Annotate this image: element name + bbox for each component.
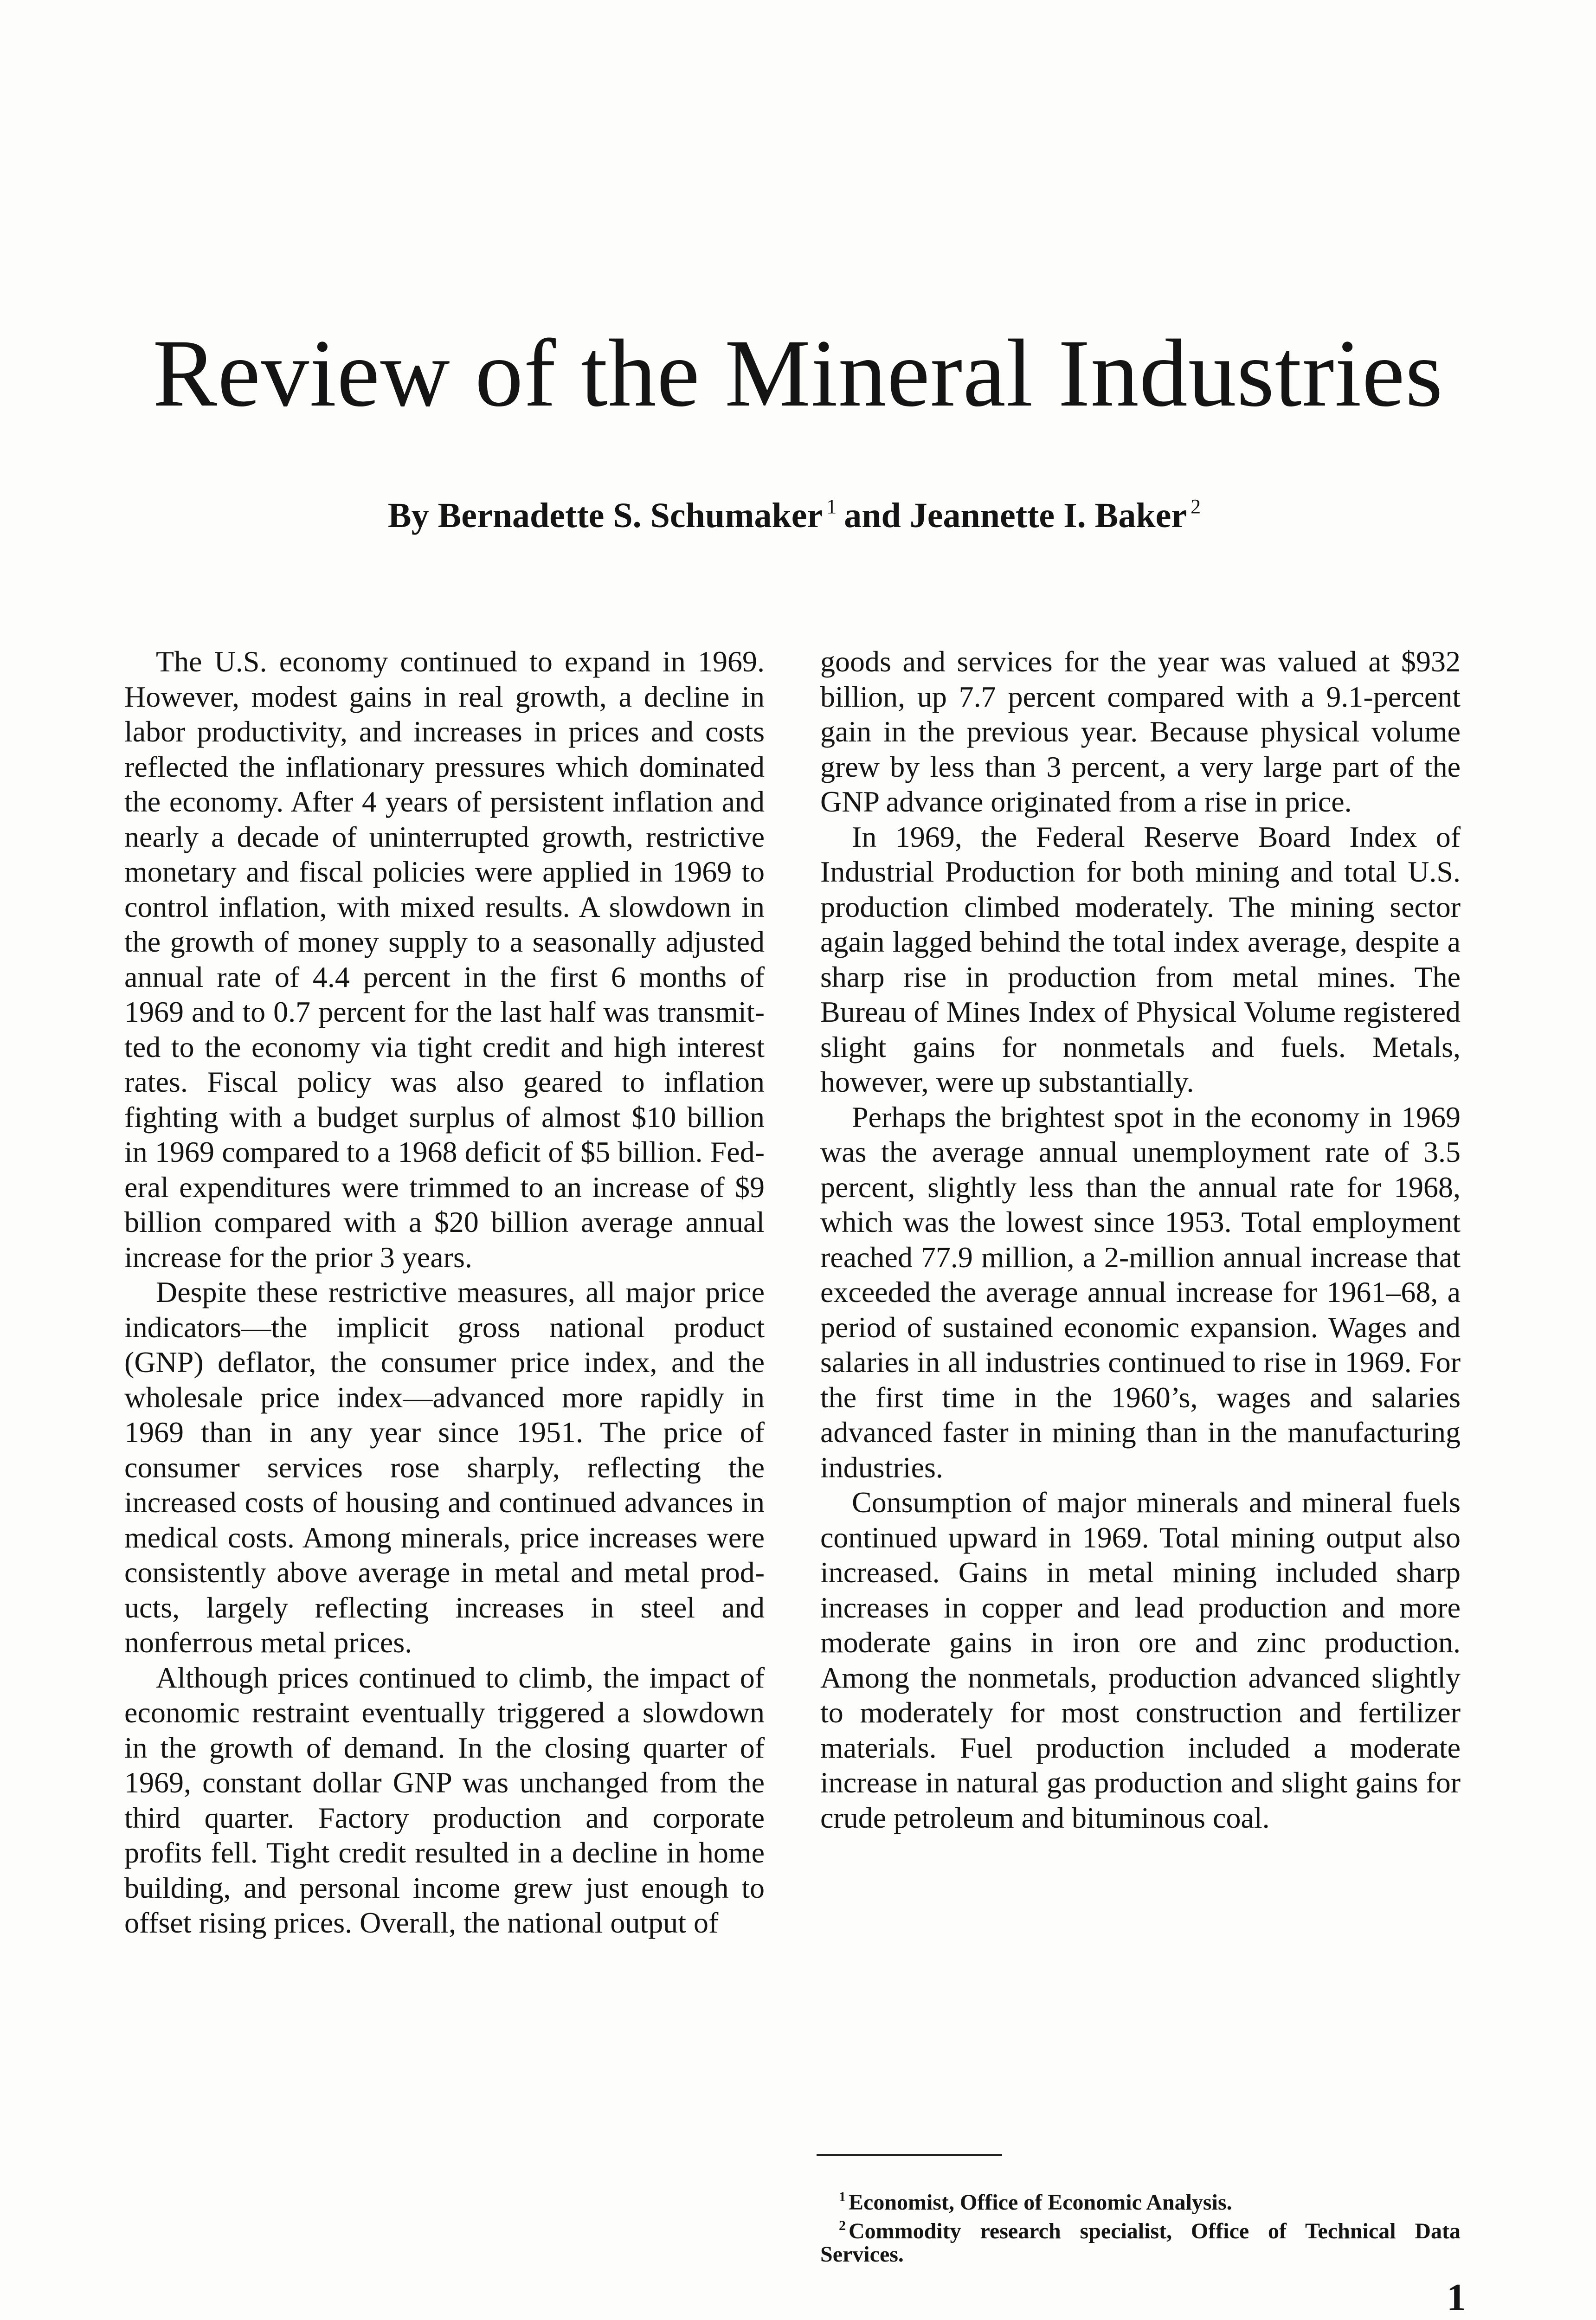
footnote-mark: 1: [839, 2189, 846, 2204]
paragraph: Despite these restrictive measures, all major price indicators—the implicit gross national product (GNP) deflator, the consumer price index, and the wholesale price index—advanced more rapidly in 1969 than in any year since 1951. The price of consumer services rose sharply, reflecting the increased costs of housing and continued advances in medical costs. Among minerals, price increases were consistently above average in metal and metal products, largely reflecting increases in steel and nonferrous metal prices.: [124, 1276, 765, 1659]
author-1: By Bernadette S. Schumaker: [387, 496, 823, 535]
paragraph: Consumption of major minerals and mineral fuels continued upward in 1969. Total mining output also increased. Gains in metal mining included sharp increases in copper and lead production and more moderate gains in iron ore and zinc production. Among the nonmetals, production advanced slightly to moderately for most construction and fertilizer materials. Fuel production included a moderate increase in natural gas production and slight gains for crude petroleum and bituminous coal.: [820, 1486, 1461, 1834]
footnote-text: Commodity research specialist, Office of Technical Data Services.: [820, 2219, 1461, 2267]
left-column: [124, 644, 765, 1940]
page-number: 1: [1447, 2276, 1466, 2319]
author-2: and Jeannette I. Baker: [844, 496, 1187, 535]
footnote-mark: 2: [839, 2218, 846, 2233]
page-title: Review of the Mineral Industries: [153, 320, 1443, 426]
paragraph: Perhaps the brightest spot in the economy in 1969 was the average annual unemployment rate of 3.5 percent, slightly less than the annual rate for 1968, which was the lowest since 1953. Total employment reached 77.9 million, a 2-million annual increase that exceeded the average annual increase for 1961–68, a period of sustained economic expansion. Wages and salaries in all industries continued to rise in 1969. For the first time in the 1960’s, wages and salaries advanced faster in mining than in the manufacturing industries.: [820, 1100, 1461, 1484]
footnotes: [820, 2185, 1461, 2266]
footnote: [820, 2214, 1461, 2266]
byline: [0, 496, 1596, 533]
footnote-ref-1: 1: [826, 495, 837, 518]
paragraph: The U.S. economy continued to expand in 1969. However, modest gains in real growth, a decline in labor productivity, and increases in prices and costs reflected the inflationary pressures which dominated the economy. After 4 years of persistent inflation and nearly a decade of uninterrupted growth, restrictive monetary and fiscal policies were applied in 1969 to control inflation, with mixed results. A slowdown in the growth of money supply to a seasonally adjusted annual rate of 4.4 percent in the first 6 months of 1969 and to 0.7 percent for the last half was transmitted to the economy via tight credit and high interest rates. Fiscal policy was also geared to inflation fighting with a budget surplus of almost $10 billion in 1969 compared to a 1968 deficit of $5 billion. Federal expenditures were trimmed to an increase of $9 billion compared with a $20 billion average annual increase for the prior 3 years.: [124, 645, 765, 1274]
footnote-text: Economist, Office of Economic Analysis.: [849, 2190, 1232, 2215]
paragraph: In 1969, the Federal Reserve Board Index of Industrial Production for both mining and total U.S. production climbed moderately. The mining sector again lagged behind the total index average, despite a sharp rise in production from metal mines. The Bureau of Mines Index of Physical Volume registered slight gains for nonmetals and fuels. Metals, however, were up substantially.: [820, 820, 1461, 1098]
paragraph: goods and services for the year was valued at $932 billion, up 7.7 percent compared with a 9.1-percent gain in the previous year. Because physical volume grew by less than 3 percent, a very large part of the GNP advance originated from a rise in price.: [820, 645, 1461, 818]
footnote-divider: [817, 2154, 1002, 2156]
footnote: [820, 2185, 1461, 2214]
right-column: [820, 644, 1461, 1835]
paragraph: Although prices continued to climb, the impact of economic restraint eventually triggered a slowdown in the growth of demand. In the closing quarter of 1969, constant dollar GNP was unchanged from the third quarter. Factory production and corporate profits fell. Tight credit resulted in a decline in home building, and personal income grew just enough to offset rising prices. Overall, the national output of: [124, 1661, 765, 1939]
footnote-ref-2: 2: [1191, 495, 1201, 518]
